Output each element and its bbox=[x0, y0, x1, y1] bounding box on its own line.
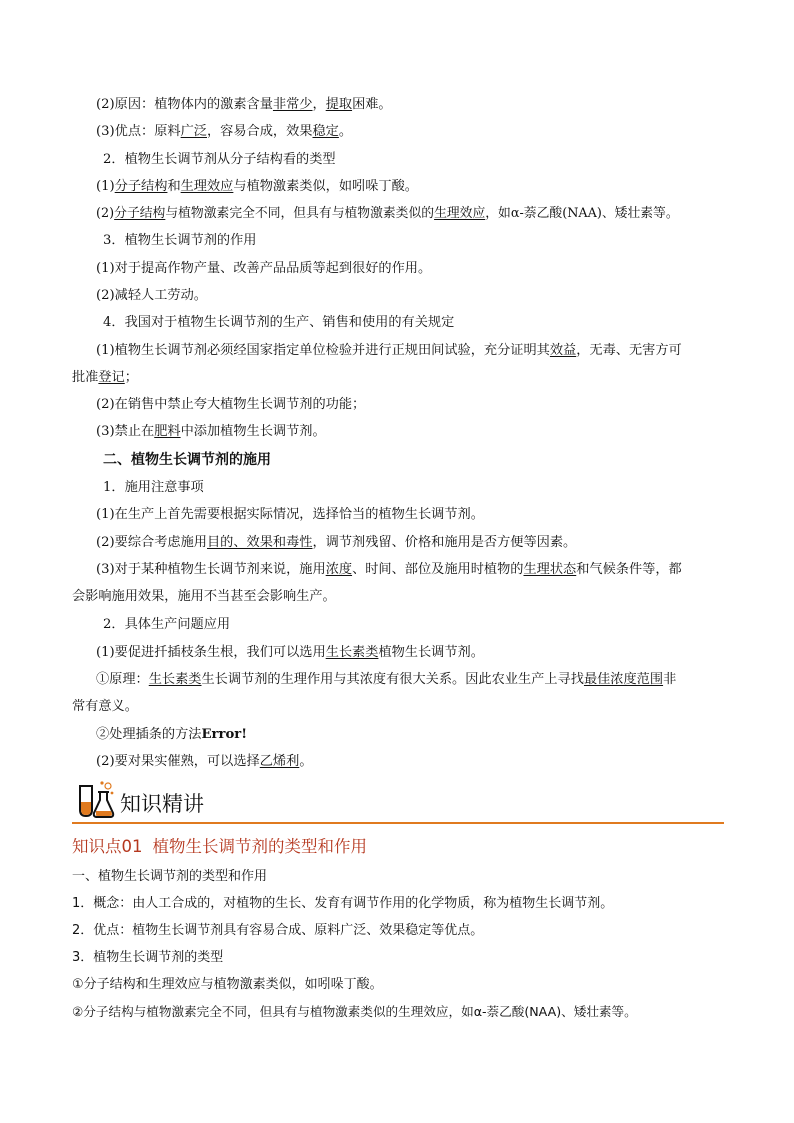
kp-line: ①分子结构和生理效应与植物激素类似，如吲哚丁酸。 bbox=[72, 977, 383, 992]
text: (2)要综合考虑施用 bbox=[96, 535, 207, 550]
text: ，如α-萘乙酸(NAA)、矮壮素等。 bbox=[485, 206, 679, 221]
regulation-line: (2)在销售中禁止夸大植物生长调节剂的功能； bbox=[96, 397, 366, 412]
kp-heading: 一、植物生长调节剂的类型和作用 bbox=[72, 869, 268, 884]
blank-answer: 生长素类 bbox=[325, 645, 379, 660]
section-title: 知识精讲 bbox=[120, 792, 204, 816]
knowledge-point-number: 知识点01 bbox=[72, 837, 143, 856]
section-heading: 二、植物生长调节剂的施用 bbox=[103, 452, 271, 468]
subheading: 2．具体生产问题应用 bbox=[103, 617, 231, 632]
subheading: 3．植物生长调节剂的作用 bbox=[103, 233, 257, 248]
text: ，调节剂残留、价格和施用是否方便等因素。 bbox=[312, 535, 577, 550]
text: 中添加植物生长调节剂。 bbox=[180, 424, 326, 439]
text: (1)要促进扦插枝条生根，我们可以选用 bbox=[96, 645, 326, 660]
caution-line bbox=[96, 534, 576, 552]
application-line bbox=[96, 726, 247, 744]
blank-answer: 提取 bbox=[325, 97, 353, 112]
text: (1) bbox=[96, 179, 115, 194]
text: ②处理插条的方法 bbox=[96, 727, 202, 742]
text: ①原理： bbox=[96, 672, 149, 687]
text: (2) bbox=[96, 206, 115, 221]
reason-line bbox=[96, 96, 392, 114]
subheading: 2．植物生长调节剂从分子结构看的类型 bbox=[103, 152, 336, 167]
chemistry-flask-icon bbox=[74, 780, 116, 820]
regulation-line bbox=[96, 423, 326, 441]
blank-answer: 分子结构 bbox=[114, 179, 168, 194]
text: ； bbox=[124, 370, 138, 385]
blank-answer: 生理效应 bbox=[434, 206, 486, 221]
effect-line: (2)减轻人工劳动。 bbox=[96, 288, 207, 303]
application-line bbox=[96, 753, 313, 771]
subheading: 1．施用注意事项 bbox=[103, 480, 204, 495]
regulation-line bbox=[96, 342, 682, 360]
blank-answer: 目的、效果和毒性 bbox=[207, 535, 313, 550]
text: ，容易合成，效果 bbox=[207, 124, 313, 139]
caution-line: 会影响施用效果，施用不当甚至会影响生产。 bbox=[72, 589, 336, 604]
blank-answer: 生理状态 bbox=[523, 562, 577, 577]
text: (2)要对果实催熟，可以选择 bbox=[96, 754, 260, 769]
text: 与植物激素类似，如吲哚丁酸。 bbox=[233, 179, 418, 194]
text: 和 bbox=[167, 179, 181, 194]
text: 非 bbox=[663, 672, 677, 687]
blank-answer: 非常少 bbox=[272, 97, 313, 112]
blank-answer: 生理效应 bbox=[180, 179, 234, 194]
text: ， bbox=[312, 97, 326, 112]
text: 困难。 bbox=[352, 97, 392, 112]
kp-line: 3．植物生长调节剂的类型 bbox=[72, 950, 224, 965]
text: 生长调节剂的生理作用与其浓度有很大关系。因此农业生产上寻找 bbox=[201, 672, 584, 687]
subheading: 4．我国对于植物生长调节剂的生产、销售和使用的有关规定 bbox=[103, 315, 455, 330]
kp-line: 2．优点：植物生长调节剂具有容易合成、原料广泛、效果稳定等优点。 bbox=[72, 923, 484, 938]
text: 批准 bbox=[72, 370, 99, 385]
text: (3)优点：原料 bbox=[96, 124, 181, 139]
text: 植物生长调节剂。 bbox=[378, 645, 484, 660]
text: 。 bbox=[338, 124, 353, 139]
text: 。 bbox=[299, 754, 313, 769]
section-header bbox=[72, 778, 724, 824]
type2-line bbox=[96, 205, 679, 223]
field-error-text: Error! bbox=[201, 727, 247, 742]
blank-answer: 肥料 bbox=[154, 424, 181, 439]
kp-line: ②分子结构与植物激素完全不同，但具有与植物激素类似的生理效应，如α-萘乙酸(NAA)、矮壮素等。 bbox=[72, 1004, 637, 1019]
text: (2)原因：植物体内的激素含量 bbox=[96, 97, 273, 112]
effect-line: (1)对于提高作物产量、改善产品品质等起到很好的作用。 bbox=[96, 261, 432, 276]
text: (1)植物生长调节剂必须经国家指定单位检验并进行正规田间试验，充分证明其 bbox=[96, 343, 550, 358]
knowledge-point-title bbox=[72, 833, 377, 857]
regulation-line bbox=[72, 369, 138, 387]
section-divider bbox=[72, 822, 724, 824]
blank-answer: 分子结构 bbox=[114, 206, 166, 221]
caution-line: (1)在生产上首先需要根据实际情况，选择恰当的植物生长调节剂。 bbox=[96, 507, 484, 522]
kp-line: 1．概念：由人工合成的，对植物的生长、发育有调节作用的化学物质，称为植物生长调节剂。 bbox=[72, 896, 614, 911]
blank-answer: 浓度 bbox=[325, 562, 353, 577]
text: (3)对于某种植物生长调节剂来说，施用 bbox=[96, 562, 326, 577]
advantage-line bbox=[96, 123, 352, 141]
blank-answer: 稳定 bbox=[312, 124, 339, 139]
text: ，无毒、无害方可 bbox=[576, 343, 682, 358]
blank-answer: 效益 bbox=[549, 343, 577, 358]
text: 、时间、部位及施用时植物的 bbox=[352, 562, 524, 577]
blank-answer: 乙烯利 bbox=[259, 754, 300, 769]
knowledge-point-name: 植物生长调节剂的类型和作用 bbox=[152, 837, 367, 856]
blank-answer: 生长素类 bbox=[148, 672, 202, 687]
blank-answer: 最佳浓度范围 bbox=[583, 672, 664, 687]
caution-line bbox=[96, 561, 682, 579]
text: 与植物激素完全不同，但具有与植物激素类似的 bbox=[165, 206, 435, 221]
application-line bbox=[96, 644, 484, 662]
blank-answer: 广泛 bbox=[180, 124, 207, 139]
application-line bbox=[96, 671, 676, 689]
application-line: 常有意义。 bbox=[72, 699, 138, 714]
text: 和气候条件等，都 bbox=[576, 562, 682, 577]
blank-answer: 登记 bbox=[98, 370, 125, 385]
type1-line bbox=[96, 178, 418, 196]
text: (3)禁止在 bbox=[96, 424, 155, 439]
